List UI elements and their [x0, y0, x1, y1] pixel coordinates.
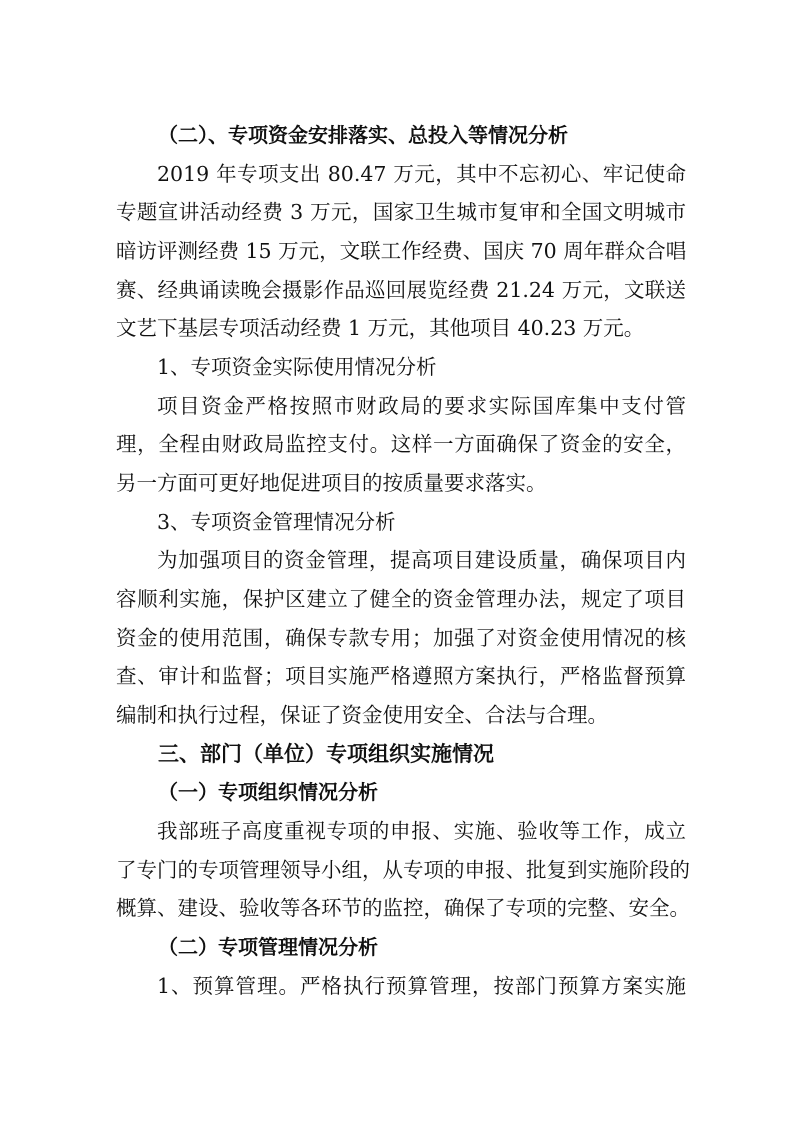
- paragraph-line: 项目资金严格按照市财政局的要求实际国库集中支付管: [157, 394, 686, 418]
- paragraph-line: 赛、经典诵读晚会摄影作品巡回展览经费 21.24 万元，文联送: [116, 278, 686, 302]
- paragraph-line: 查、审计和监督；项目实施严格遵照方案执行，严格监督预算: [116, 664, 686, 688]
- paragraph-line: 概算、建设、验收等各环节的监控，确保了专项的完整、安全。: [116, 896, 690, 920]
- paragraph-line: 为加强项目的资金管理，提高项目建设质量，确保项目内: [157, 548, 686, 572]
- paragraph-line: 1、预算管理。严格执行预算管理，按部门预算方案实施: [157, 974, 686, 998]
- paragraph-line: 文艺下基层专项活动经费 1 万元，其他项目 40.23 万元。: [116, 316, 645, 340]
- paragraph-line: 2019 年专项支出 80.47 万元，其中不忘初心、牢记使命: [157, 162, 686, 186]
- list-item-heading: 3、专项资金管理情况分析: [157, 510, 396, 534]
- paragraph-line: 另一方面可更好地促进项目的按质量要求落实。: [116, 471, 547, 495]
- subsection-heading: （一）专项组织情况分析: [158, 780, 378, 804]
- section-heading: 三、部门（单位）专项组织实施情况: [158, 742, 494, 766]
- heading-special-funds: （二）、专项资金安排落实、总投入等情况分析: [158, 123, 568, 147]
- paragraph-line: 容顺利实施，保护区建立了健全的资金管理办法，规定了项目: [116, 587, 686, 611]
- paragraph-line: 了专门的专项管理领导小组，从专项的申报、批复到实施阶段的: [116, 858, 690, 882]
- paragraph-line: 编制和执行过程，保证了资金使用安全、合法与合理。: [116, 703, 608, 727]
- paragraph-line: 资金的使用范围，确保专款专用；加强了对资金使用情况的核: [116, 626, 686, 650]
- paragraph-line: 暗访评测经费 15 万元，文联工作经费、国庆 70 周年群众合唱: [116, 239, 687, 263]
- list-item-heading: 1、专项资金实际使用情况分析: [157, 355, 437, 379]
- paragraph-line: 专题宣讲活动经费 3 万元，国家卫生城市复审和全国文明城市: [116, 200, 686, 224]
- paragraph-line: 我部班子高度重视专项的申报、实施、验收等工作，成立: [157, 819, 686, 843]
- subsection-heading: （二）专项管理情况分析: [158, 935, 378, 959]
- paragraph-line: 理，全程由财政局监控支付。这样一方面确保了资金的安全，: [116, 432, 686, 456]
